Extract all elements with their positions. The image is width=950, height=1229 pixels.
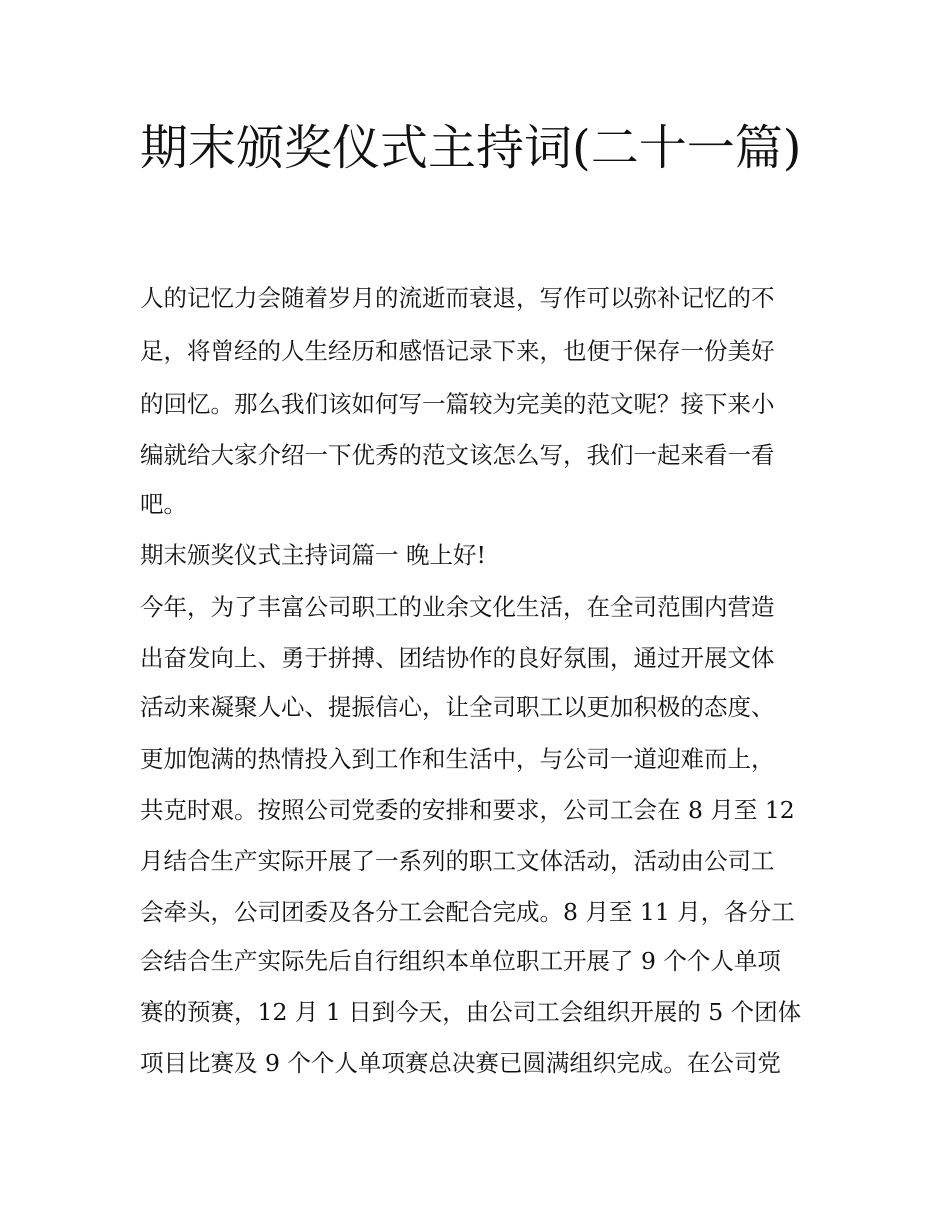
intro-line: 编就给大家介绍一下优秀的范文该怎么写，我们一起来看一看 bbox=[140, 441, 775, 469]
body-line: 今年，为了丰富公司职工的业余文化生活，在全司范围内营造 bbox=[140, 593, 775, 621]
intro-line: 的回忆。那么我们该如何写一篇较为完美的范文呢？接下来小 bbox=[140, 390, 775, 418]
body-line: 会牵头，公司团委及各分工会配合完成。8 月至 11 月，各分工 bbox=[140, 898, 795, 926]
body-line: 赛的预赛，12 月 1 日到今天，由公司工会组织开展的 5 个团体 bbox=[140, 998, 802, 1026]
body-line: 月结合生产实际开展了一系列的职工文体活动，活动由公司工 bbox=[140, 847, 775, 875]
body-line: 活动来凝聚人心、提振信心，让全司职工以更加积极的态度、 bbox=[140, 693, 775, 721]
intro-line: 吧。 bbox=[140, 490, 187, 518]
body-line: 出奋发向上、勇于拼搏、团结协作的良好氛围，通过开展文体 bbox=[140, 644, 775, 672]
body-line: 共克时艰。按照公司党委的安排和要求，公司工会在 8 月至 12 bbox=[140, 796, 795, 824]
intro-line: 人的记忆力会随着岁月的流逝而衰退，写作可以弥补记忆的不 bbox=[140, 284, 775, 312]
intro-line: 足，将曾经的人生经历和感悟记录下来，也便于保存一份美好 bbox=[140, 337, 775, 365]
document-title: 期末颁奖仪式主持词(二十一篇) bbox=[140, 120, 802, 176]
body-line: 项目比赛及 9 个个人单项赛总决赛已圆满组织完成。在公司党 bbox=[140, 1049, 781, 1077]
section-heading: 期末颁奖仪式主持词篇一 晚上好! bbox=[140, 541, 486, 569]
body-line: 会结合生产实际先后自行组织本单位职工开展了 9 个个人单项 bbox=[140, 947, 781, 975]
body-line: 更加饱满的热情投入到工作和生活中，与公司一道迎难而上， bbox=[140, 745, 775, 773]
